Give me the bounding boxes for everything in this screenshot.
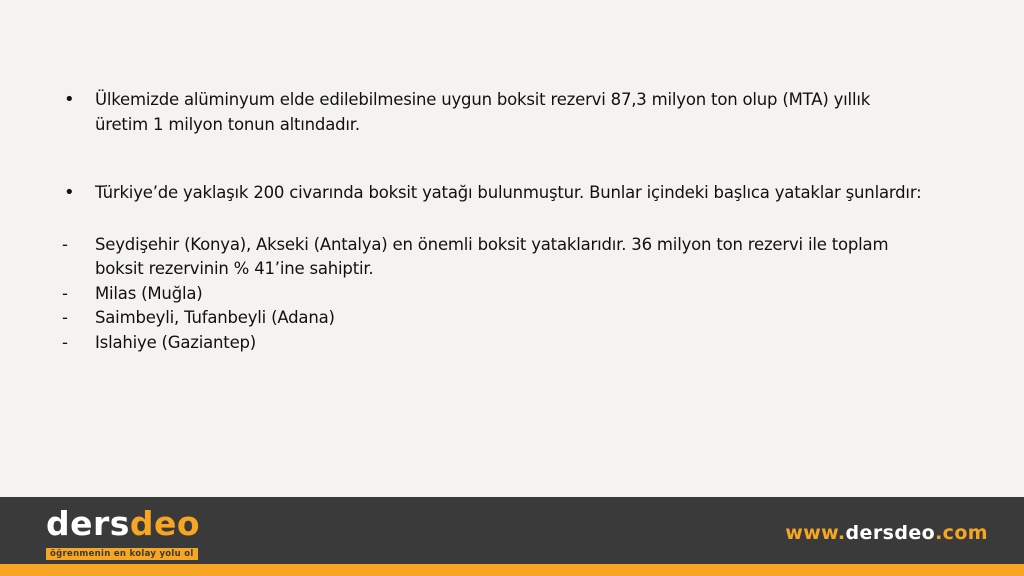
site-suffix: .com [935,522,988,544]
dash-marker: - [62,308,68,327]
list-item-text: Islahiye (Gaziantep) [95,332,257,352]
bullet-item [62,181,922,206]
slide-content [62,88,922,355]
logo-tagline: öğrenmenin en kolay yolu ol [46,548,198,560]
website-url [785,522,988,544]
list-item [62,306,922,331]
list-item [62,282,922,307]
logo-part2: deo [129,504,201,543]
site-prefix: www. [785,522,846,544]
site-name: dersdeo [845,522,936,544]
dash-marker: - [62,332,68,352]
logo-wordmark [46,504,201,543]
list-item [62,233,922,282]
footer-bar [0,497,1024,564]
list-item-text: Saimbeyli, Tufanbeyli (Adana) [95,308,335,327]
list-item-text: Milas (Muğla) [95,283,203,303]
bullet-marker: • [64,182,75,203]
bullet-text: Ülkemizde alüminyum elde edilebilmesine uygun boksit rezervi 87,3 milyon ton olup (MTA) yıllık üretim 1 milyon tonun altındadır. [95,90,871,134]
footer-accent-strip [0,564,1024,576]
logo-part1: ders [46,504,130,543]
bullet-item [62,88,922,137]
bullet-text: Türkiye’de yaklaşık 200 civarında boksit yatağı bulunmuştur. Bunlar içindeki başlıca yataklar şunlardır: [95,183,922,202]
dash-marker: - [62,234,68,254]
bullet-marker: • [64,89,75,110]
dash-marker: - [62,283,68,303]
dersdeo-logo [46,504,201,559]
list-item-text: Seydişehir (Konya), Akseki (Antalya) en önemli boksit yataklarıdır. 36 milyon ton rezervi ile toplam boksit rezervinin % 41’ine sahiptir. [95,234,889,278]
list-item [62,331,922,356]
